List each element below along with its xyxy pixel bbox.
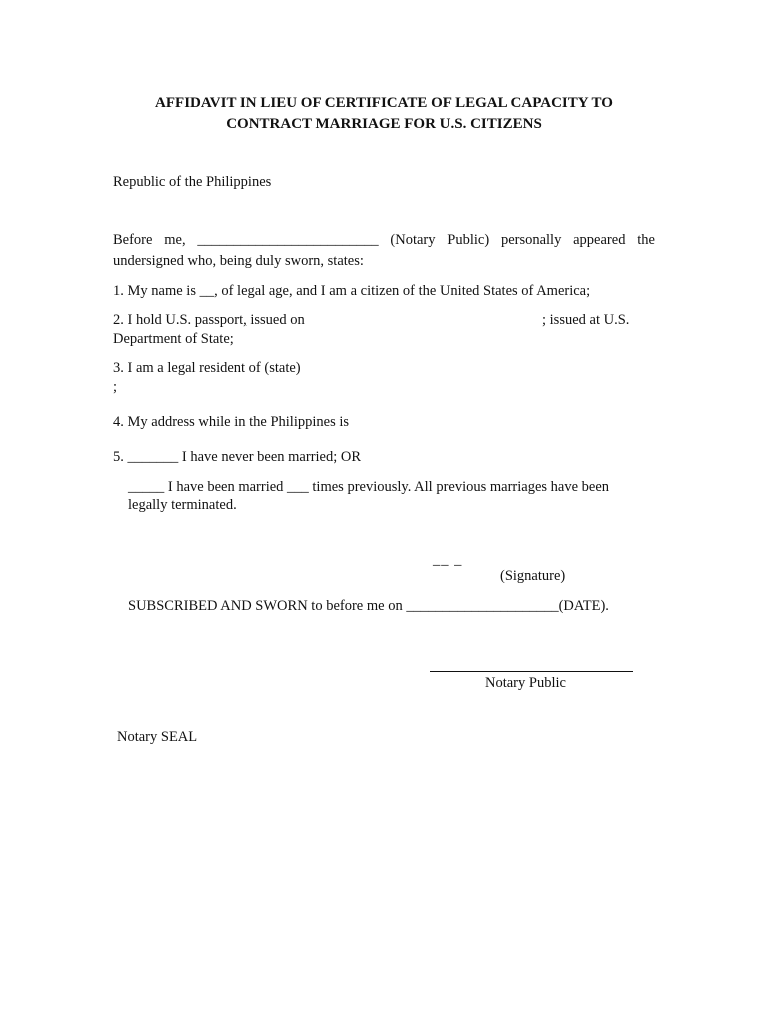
intro-word: appeared <box>573 232 626 248</box>
item-2-line-2: Department of State; <box>113 331 234 347</box>
title-line-1: AFFIDAVIT IN LIEU OF CERTIFICATE OF LEGAL CAPACITY TO <box>155 95 613 111</box>
document-title <box>0 93 768 135</box>
intro-line-1 <box>113 232 655 249</box>
intro-line-2: undersigned who, being duly sworn, states: <box>113 253 364 269</box>
item-4: 4. My address while in the Philippines is <box>113 414 350 430</box>
item-5b-line-1: _____ I have been married ___ times previously. All previous marriages have been <box>128 479 610 495</box>
item-3-line-2: ; <box>113 379 118 395</box>
intro-word: Public) <box>447 232 490 248</box>
signature-label: (Signature) <box>500 568 566 584</box>
intro-word: me, <box>164 232 186 248</box>
subscribed-sworn-line: SUBSCRIBED AND SWORN to before me on _____________________(DATE). <box>128 598 609 614</box>
notary-signature-line <box>430 671 633 672</box>
notary-name-blank: _________________________ <box>197 232 379 248</box>
intro-word: (Notary <box>390 232 436 248</box>
title-line-2: CONTRACT MARRIAGE FOR U.S. CITIZENS <box>226 116 542 132</box>
item-3: 3. I am a legal resident of (state) <box>113 360 301 376</box>
notary-seal-label: Notary SEAL <box>117 729 198 745</box>
item-2-text: 2. I hold U.S. passport <box>113 312 244 328</box>
intro-word: personally <box>500 232 562 248</box>
item-2-issued-on: issued on <box>246 312 305 328</box>
item-5 <box>113 449 361 466</box>
signature-dashes: __ _ <box>433 552 463 568</box>
item-2-comma: , <box>243 312 247 328</box>
item-1: 1. My name is __, of legal age, and I am a citizen of the United States of America; <box>113 283 591 299</box>
intro-word: Before <box>113 232 153 248</box>
item-5b-line-2: legally terminated. <box>128 497 237 513</box>
item-2 <box>113 312 305 329</box>
item-5-text: I have never been married; OR <box>178 449 362 465</box>
intro-word: the <box>637 232 655 248</box>
item-2-issued-at: ; issued at U.S. <box>542 312 630 328</box>
item-5-blank: 5. _______ <box>113 449 179 465</box>
jurisdiction: Republic of the Philippines <box>113 174 272 190</box>
notary-public-label: Notary Public <box>485 675 566 691</box>
